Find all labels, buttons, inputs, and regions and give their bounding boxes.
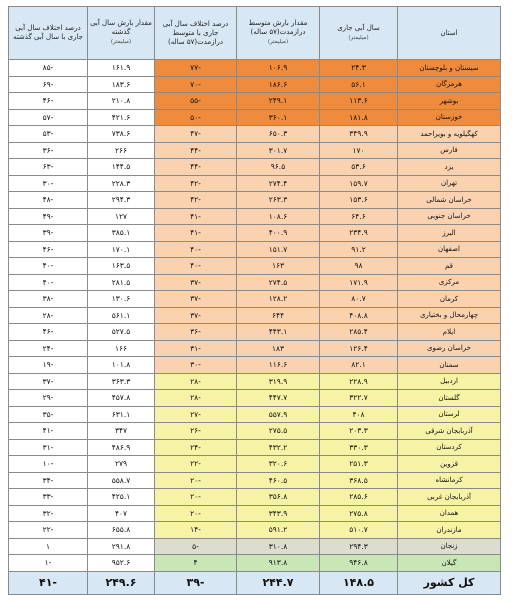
precipitation-table bbox=[8, 6, 501, 595]
cell-current: ۱۵۹.۷ bbox=[320, 175, 398, 192]
cell-prev: ۳۸۵.۱ bbox=[88, 225, 155, 242]
table-row bbox=[9, 489, 501, 506]
table-row bbox=[9, 208, 501, 225]
cell-diff-prev: -۳۷ bbox=[9, 373, 88, 390]
cell-avg: ۱۲۸.۲ bbox=[237, 291, 320, 308]
header-row bbox=[9, 7, 501, 60]
cell-prev: ۱۶۱.۹ bbox=[88, 60, 155, 77]
cell-diff-avg: -۴۷ bbox=[155, 126, 237, 143]
cell-avg: ۹۶.۵ bbox=[237, 159, 320, 176]
cell-diff-prev: -۲۴ bbox=[9, 340, 88, 357]
cell-current: ۱۲۶.۴ bbox=[320, 340, 398, 357]
cell-prev: ۱۶۳.۵ bbox=[88, 258, 155, 275]
cell-diff-avg: -۱۴ bbox=[155, 522, 237, 539]
cell-province: چهارمحال و بختیاری bbox=[398, 307, 501, 324]
table-row bbox=[9, 505, 501, 522]
cell-diff-prev: -۱ bbox=[9, 555, 88, 572]
cell-province: اصفهان bbox=[398, 241, 501, 258]
cell-avg: ۳۶۰.۱ bbox=[237, 109, 320, 126]
cell-diff-prev: -۴۶ bbox=[9, 241, 88, 258]
cell-prev: ۱۰۱.۸ bbox=[88, 357, 155, 374]
cell-avg: ۱۸۳ bbox=[237, 340, 320, 357]
cell-prev: ۳۴۷ bbox=[88, 423, 155, 440]
cell-diff-avg: -۴۲ bbox=[155, 175, 237, 192]
cell-province: مرکزی bbox=[398, 274, 501, 291]
cell-avg: ۲۶۳.۳ bbox=[237, 192, 320, 209]
cell-current: ۲۸۵.۴ bbox=[320, 324, 398, 341]
cell-prev: ۶۳۱.۱ bbox=[88, 406, 155, 423]
cell-diff-avg: -۳۱ bbox=[155, 340, 237, 357]
cell-current: ۵۶.۱ bbox=[320, 76, 398, 93]
total-diff-avg: -۳۹ bbox=[155, 571, 237, 594]
cell-prev: ۲۶۶ bbox=[88, 142, 155, 159]
cell-prev: ۲۹۴.۳ bbox=[88, 192, 155, 209]
cell-current: ۸۲.۱ bbox=[320, 357, 398, 374]
cell-diff-avg: -۳۷ bbox=[155, 307, 237, 324]
table-row bbox=[9, 60, 501, 77]
cell-diff-prev: -۵۳ bbox=[9, 126, 88, 143]
cell-diff-prev: -۳۶ bbox=[9, 142, 88, 159]
cell-diff-prev: -۱۹ bbox=[9, 357, 88, 374]
table-row bbox=[9, 274, 501, 291]
table-row bbox=[9, 76, 501, 93]
cell-avg: ۱۰۸.۶ bbox=[237, 208, 320, 225]
cell-prev: ۴۵۷.۸ bbox=[88, 390, 155, 407]
cell-current: ۹۴۶.۸ bbox=[320, 555, 398, 572]
header-diff-prev: درصد اختلاف سال آبی جاری با سال آبی گذشته bbox=[9, 7, 88, 60]
cell-current: ۶۴.۶ bbox=[320, 208, 398, 225]
cell-avg: ۲۴۹.۱ bbox=[237, 93, 320, 110]
cell-prev: ۴۲۵.۱ bbox=[88, 489, 155, 506]
cell-diff-avg: -۵۵ bbox=[155, 93, 237, 110]
cell-province: بوشهر bbox=[398, 93, 501, 110]
cell-diff-prev: -۶۹ bbox=[9, 76, 88, 93]
cell-avg: ۹۱۳.۸ bbox=[237, 555, 320, 572]
table-row bbox=[9, 159, 501, 176]
cell-province: کردستان bbox=[398, 439, 501, 456]
cell-diff-prev: -۲۲ bbox=[9, 522, 88, 539]
cell-prev: ۱۶۶ bbox=[88, 340, 155, 357]
cell-prev: ۹۵۲.۶ bbox=[88, 555, 155, 572]
cell-current: ۳۴۹.۹ bbox=[320, 126, 398, 143]
table-row bbox=[9, 225, 501, 242]
table-row bbox=[9, 291, 501, 308]
cell-prev: ۲۸۱.۵ bbox=[88, 274, 155, 291]
cell-avg: ۴۴۷.۷ bbox=[237, 390, 320, 407]
cell-diff-avg: -۳۷ bbox=[155, 291, 237, 308]
cell-province: آذربایجان غربی bbox=[398, 489, 501, 506]
cell-avg: ۳۱۰.۸ bbox=[237, 538, 320, 555]
cell-diff-prev: -۴۱ bbox=[9, 423, 88, 440]
cell-diff-prev: -۳۸ bbox=[9, 291, 88, 308]
cell-diff-prev: -۲۹ bbox=[9, 390, 88, 407]
table-row bbox=[9, 258, 501, 275]
cell-diff-prev: -۴۰ bbox=[9, 274, 88, 291]
cell-province: خراسان شمالی bbox=[398, 192, 501, 209]
cell-diff-avg: -۴۲ bbox=[155, 192, 237, 209]
cell-prev: ۵۶۱.۱ bbox=[88, 307, 155, 324]
cell-province: هرمزگان bbox=[398, 76, 501, 93]
cell-avg: ۱۸۶.۶ bbox=[237, 76, 320, 93]
total-current: ۱۴۸.۵ bbox=[320, 571, 398, 594]
table-row bbox=[9, 390, 501, 407]
cell-diff-avg: -۵ bbox=[155, 538, 237, 555]
cell-diff-avg: -۷۰ bbox=[155, 76, 237, 93]
cell-avg: ۵۹۱.۲ bbox=[237, 522, 320, 539]
cell-province: آذربایجان شرقی bbox=[398, 423, 501, 440]
cell-diff-prev: -۴۸ bbox=[9, 192, 88, 209]
cell-province: گلستان bbox=[398, 390, 501, 407]
cell-avg: ۳۱۹.۹ bbox=[237, 373, 320, 390]
cell-diff-avg: ۴ bbox=[155, 555, 237, 572]
table-row bbox=[9, 456, 501, 473]
cell-province: مازندران bbox=[398, 522, 501, 539]
cell-diff-avg: -۴۴ bbox=[155, 142, 237, 159]
table-row bbox=[9, 555, 501, 572]
cell-diff-avg: -۴۱ bbox=[155, 208, 237, 225]
cell-province: خوزستان bbox=[398, 109, 501, 126]
cell-diff-prev: -۳۹ bbox=[9, 225, 88, 242]
cell-province: کرمانشاه bbox=[398, 472, 501, 489]
cell-diff-prev: -۴۶ bbox=[9, 93, 88, 110]
table-row bbox=[9, 192, 501, 209]
table-row bbox=[9, 241, 501, 258]
table-row bbox=[9, 109, 501, 126]
cell-avg: ۲۷۵.۵ bbox=[237, 423, 320, 440]
cell-diff-avg: -۲۷ bbox=[155, 406, 237, 423]
table-row bbox=[9, 472, 501, 489]
cell-diff-avg: -۲۸ bbox=[155, 373, 237, 390]
cell-current: ۲۳۴.۹ bbox=[320, 225, 398, 242]
cell-current: ۱۷۰ bbox=[320, 142, 398, 159]
cell-avg: ۴۶۰.۵ bbox=[237, 472, 320, 489]
cell-avg: ۱۱۶.۶ bbox=[237, 357, 320, 374]
cell-diff-avg: -۲۴ bbox=[155, 439, 237, 456]
table-row bbox=[9, 126, 501, 143]
table-row bbox=[9, 373, 501, 390]
table-row bbox=[9, 142, 501, 159]
cell-diff-prev: -۴۶ bbox=[9, 324, 88, 341]
cell-province: سمنان bbox=[398, 357, 501, 374]
cell-diff-prev: -۳۳ bbox=[9, 489, 88, 506]
cell-diff-prev: -۳۵ bbox=[9, 406, 88, 423]
table-row bbox=[9, 538, 501, 555]
cell-province: گیلان bbox=[398, 555, 501, 572]
table-row bbox=[9, 307, 501, 324]
cell-prev: ۲۱۰.۸ bbox=[88, 93, 155, 110]
cell-diff-avg: -۴۰ bbox=[155, 258, 237, 275]
cell-province: اردبیل bbox=[398, 373, 501, 390]
cell-current: ۱۵۳.۶ bbox=[320, 192, 398, 209]
cell-current: ۴۰۸.۸ bbox=[320, 307, 398, 324]
cell-prev: ۷۳۸.۶ bbox=[88, 126, 155, 143]
cell-current: ۴۰۸ bbox=[320, 406, 398, 423]
cell-current: ۲۹۴.۳ bbox=[320, 538, 398, 555]
header-current-year: سال آبی جاری (میلیمتر) bbox=[320, 7, 398, 60]
cell-diff-avg: -۳۶ bbox=[155, 324, 237, 341]
cell-current: ۲۸۵.۶ bbox=[320, 489, 398, 506]
cell-avg: ۳۵۶.۸ bbox=[237, 489, 320, 506]
cell-avg: ۲۷۴.۵ bbox=[237, 274, 320, 291]
cell-current: ۲۵۱.۳ bbox=[320, 456, 398, 473]
cell-diff-avg: -۷۷ bbox=[155, 60, 237, 77]
cell-prev: ۴۰۷ bbox=[88, 505, 155, 522]
cell-diff-prev: -۳۰ bbox=[9, 175, 88, 192]
cell-province: ایلام bbox=[398, 324, 501, 341]
cell-prev: ۲۹۱.۸ bbox=[88, 538, 155, 555]
total-row bbox=[9, 571, 501, 594]
cell-prev: ۴۲۱.۶ bbox=[88, 109, 155, 126]
cell-avg: ۴۳۲.۲ bbox=[237, 439, 320, 456]
cell-province: لرستان bbox=[398, 406, 501, 423]
cell-province: خراسان رضوی bbox=[398, 340, 501, 357]
cell-diff-avg: -۲۰ bbox=[155, 505, 237, 522]
cell-diff-avg: -۴۰ bbox=[155, 241, 237, 258]
cell-province: سیستان و بلوچستان bbox=[398, 60, 501, 77]
cell-current: ۹۸ bbox=[320, 258, 398, 275]
cell-avg: ۲۷۴.۴ bbox=[237, 175, 320, 192]
cell-province: همدان bbox=[398, 505, 501, 522]
cell-prev: ۱۳۰.۶ bbox=[88, 291, 155, 308]
cell-current: ۹۱.۲ bbox=[320, 241, 398, 258]
cell-current: ۳۳۰.۳ bbox=[320, 439, 398, 456]
header-province: استان bbox=[398, 7, 501, 60]
cell-diff-prev: -۵۷ bbox=[9, 109, 88, 126]
cell-current: ۵۱۰.۷ bbox=[320, 522, 398, 539]
total-diff-prev: -۴۱ bbox=[9, 571, 88, 594]
cell-avg: ۳۰۱.۷ bbox=[237, 142, 320, 159]
cell-avg: ۶۵۰.۳ bbox=[237, 126, 320, 143]
cell-prev: ۱۸۳.۶ bbox=[88, 76, 155, 93]
cell-prev: ۱۴۴.۵ bbox=[88, 159, 155, 176]
cell-diff-avg: -۲۲ bbox=[155, 456, 237, 473]
cell-current: ۵۳.۶ bbox=[320, 159, 398, 176]
cell-diff-avg: -۲۰ bbox=[155, 472, 237, 489]
cell-avg: ۶۴۴ bbox=[237, 307, 320, 324]
cell-diff-avg: -۲۰ bbox=[155, 489, 237, 506]
header-diff-avg: درصد اختلاف سال آبی جاری با متوسط درازمدت(۵۷ ساله) bbox=[155, 7, 237, 60]
cell-prev: ۶۵۵.۸ bbox=[88, 522, 155, 539]
cell-diff-prev: -۸۵ bbox=[9, 60, 88, 77]
total-label: کل کشور bbox=[398, 571, 501, 594]
cell-current: ۲۷۵.۸ bbox=[320, 505, 398, 522]
cell-current: ۱۷۱.۹ bbox=[320, 274, 398, 291]
table-body bbox=[9, 60, 501, 572]
cell-avg: ۴۴۳.۱ bbox=[237, 324, 320, 341]
header-avg-precip: مقدار بارش متوسط درازمدت(۵۷ ساله) (میلیمتر) bbox=[237, 7, 320, 60]
cell-diff-avg: -۴۱ bbox=[155, 225, 237, 242]
cell-diff-prev: -۶۳ bbox=[9, 159, 88, 176]
cell-current: ۸۰.۷ bbox=[320, 291, 398, 308]
cell-current: ۳۶۸.۵ bbox=[320, 472, 398, 489]
table-row bbox=[9, 406, 501, 423]
total-avg: ۲۴۴.۷ bbox=[237, 571, 320, 594]
cell-current: ۲۲۸.۹ bbox=[320, 373, 398, 390]
cell-prev: ۵۲۷.۵ bbox=[88, 324, 155, 341]
cell-province: یزد bbox=[398, 159, 501, 176]
table-row bbox=[9, 357, 501, 374]
cell-diff-prev: -۳۲ bbox=[9, 505, 88, 522]
cell-avg: ۱۵۱.۷ bbox=[237, 241, 320, 258]
cell-prev: ۲۲۸.۳ bbox=[88, 175, 155, 192]
cell-diff-avg: -۴۴ bbox=[155, 159, 237, 176]
cell-diff-prev: -۳۴ bbox=[9, 472, 88, 489]
cell-avg: ۴۰۰.۹ bbox=[237, 225, 320, 242]
cell-province: قم bbox=[398, 258, 501, 275]
cell-avg: ۳۲۰.۶ bbox=[237, 456, 320, 473]
cell-diff-avg: -۵۰ bbox=[155, 109, 237, 126]
cell-prev: ۲۷۹ bbox=[88, 456, 155, 473]
cell-prev: ۱۲۷ bbox=[88, 208, 155, 225]
cell-diff-prev: -۱۰ bbox=[9, 456, 88, 473]
cell-avg: ۳۴۳.۹ bbox=[237, 505, 320, 522]
cell-prev: ۴۸۶.۹ bbox=[88, 439, 155, 456]
cell-current: ۱۱۳.۶ bbox=[320, 93, 398, 110]
table-row bbox=[9, 423, 501, 440]
cell-diff-avg: -۲۶ bbox=[155, 423, 237, 440]
cell-diff-prev: -۳۱ bbox=[9, 439, 88, 456]
cell-prev: ۱۷۰.۱ bbox=[88, 241, 155, 258]
cell-current: ۱۸۱.۸ bbox=[320, 109, 398, 126]
cell-diff-prev: -۴۹ bbox=[9, 208, 88, 225]
cell-province: البرز bbox=[398, 225, 501, 242]
cell-diff-prev: -۲۸ bbox=[9, 307, 88, 324]
header-prev-precip: مقدار بارش سال آبی گذشته (میلیمتر) bbox=[88, 7, 155, 60]
cell-diff-avg: -۳۰ bbox=[155, 357, 237, 374]
cell-avg: ۱۰۶.۹ bbox=[237, 60, 320, 77]
cell-avg: ۱۶۳ bbox=[237, 258, 320, 275]
cell-diff-avg: -۲۸ bbox=[155, 390, 237, 407]
cell-province: قزوین bbox=[398, 456, 501, 473]
cell-diff-avg: -۳۷ bbox=[155, 274, 237, 291]
cell-province: تهران bbox=[398, 175, 501, 192]
table-row bbox=[9, 522, 501, 539]
precipitation-table-container bbox=[8, 6, 500, 595]
cell-province: کرمان bbox=[398, 291, 501, 308]
table-row bbox=[9, 175, 501, 192]
table-row bbox=[9, 93, 501, 110]
cell-province: خراسان جنوبی bbox=[398, 208, 501, 225]
cell-avg: ۵۵۷.۹ bbox=[237, 406, 320, 423]
total-prev: ۲۴۹.۶ bbox=[88, 571, 155, 594]
cell-current: ۲۴.۳ bbox=[320, 60, 398, 77]
table-row bbox=[9, 439, 501, 456]
cell-province: فارس bbox=[398, 142, 501, 159]
cell-province: کهگیلویه و بویراحمد bbox=[398, 126, 501, 143]
cell-diff-prev: -۴۰ bbox=[9, 258, 88, 275]
cell-province: زنجان bbox=[398, 538, 501, 555]
cell-current: ۲۰۳.۳ bbox=[320, 423, 398, 440]
cell-current: ۳۲۲.۷ bbox=[320, 390, 398, 407]
cell-prev: ۵۵۸.۷ bbox=[88, 472, 155, 489]
cell-diff-prev: ۱ bbox=[9, 538, 88, 555]
cell-prev: ۳۶۳.۳ bbox=[88, 373, 155, 390]
table-row bbox=[9, 340, 501, 357]
table-row bbox=[9, 324, 501, 341]
